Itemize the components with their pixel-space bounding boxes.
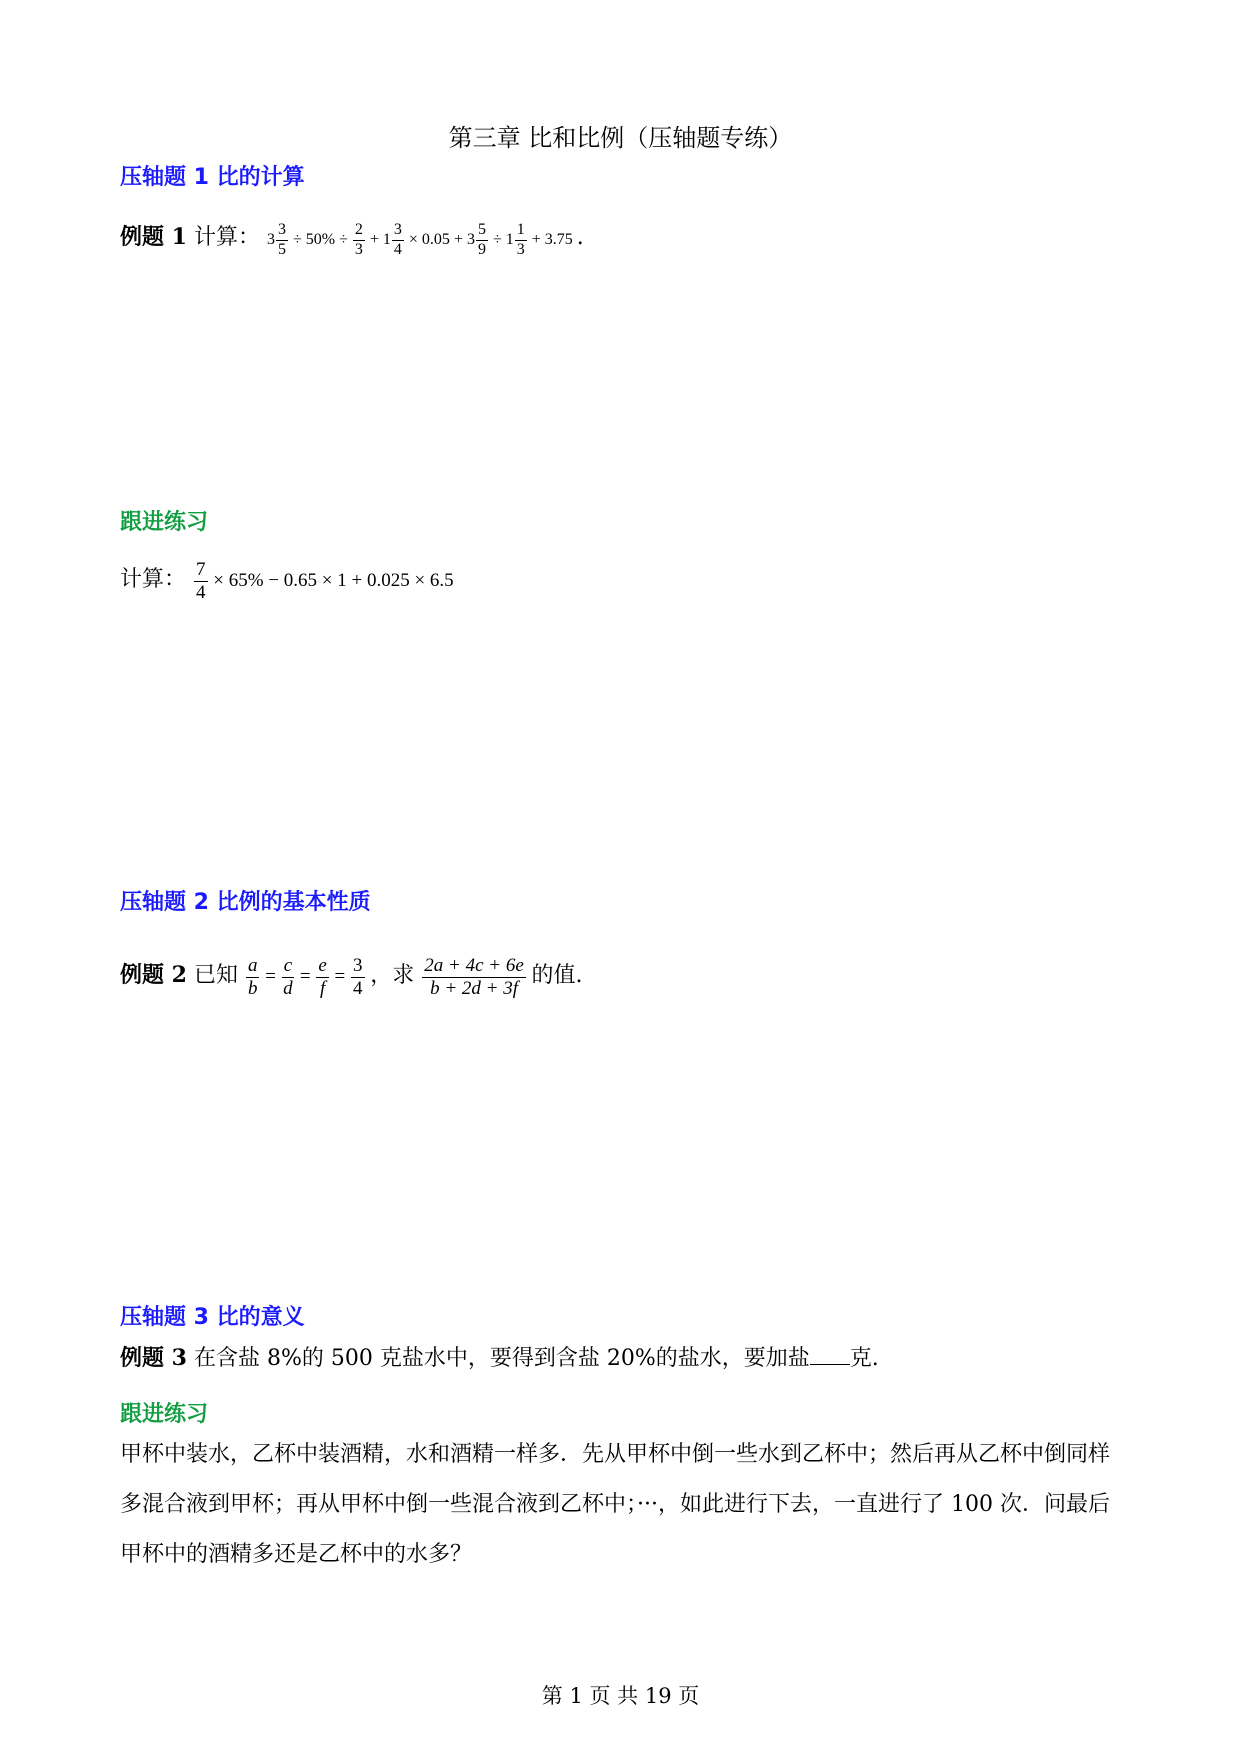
expr-operator: ÷ 50% ÷: [292, 231, 348, 248]
example-3-text: 在含盐 8%的 500 克盐水中，要得到含盐 20%的盐水，要加盐: [193, 1346, 810, 1371]
page-title: 第三章 比和比例（压轴题专练）: [448, 124, 793, 152]
example-2-ratios: $\frac{a}{b}$ = $\frac{c}{d}$ = $\frac{e}{f}$ = $\frac{3}{4}$: [247, 955, 363, 1000]
example-1-label: 例题 1: [120, 224, 187, 250]
example-2-end: 的值.: [531, 963, 583, 988]
follow-up-3-text: 甲杯中装水，乙杯中装酒精，水和酒精一样多．先从甲杯中倒一些水到乙杯中；然后再从乙杯中倒同样多混合液到甲杯；再从甲杯中倒一些混合液到乙杯中；···，如此进行下去，一直进行了 100 次．问最后甲杯中的酒精多还是乙杯中的水多？: [120, 1442, 1111, 1567]
fraction: $\frac{3}{5}$: [277, 221, 286, 258]
expr-whole: 3: [266, 231, 275, 248]
example-2-label: 例题 2: [120, 962, 187, 988]
answer-blank: [810, 1346, 850, 1365]
follow-up-1-expression: [193, 559, 454, 604]
follow-up-1-prompt: 计算：: [120, 567, 187, 592]
expr-operator: + 3.75: [531, 231, 573, 248]
fraction: $\frac{c}{d}$: [283, 955, 293, 1000]
example-2: [120, 950, 583, 1002]
fraction: $\frac{2}{3}$: [354, 221, 363, 258]
fraction: $\frac{2a + 4c + 6e}{b + 2d + 3f}$: [424, 955, 524, 1000]
example-1-expression: [266, 221, 577, 258]
expr-operator: × 0.05 + 3: [408, 231, 475, 248]
example-2-target: [421, 955, 531, 1000]
expr-rest: × 65% − 0.65 × 1 + 0.025 × 6.5: [213, 570, 454, 591]
expr-operator: + 1: [369, 231, 391, 248]
example-3-end: 克.: [849, 1346, 879, 1371]
follow-up-heading-3: 跟进练习: [120, 1402, 209, 1427]
fraction: $\frac{a}{b}$: [247, 955, 258, 1000]
fraction: $\frac{3}{4}$: [393, 221, 402, 258]
example-2-prompt: 已知: [193, 963, 238, 988]
follow-up-heading-1: 跟进练习: [120, 510, 209, 535]
section-heading-1: 压轴题 1 比的计算: [120, 165, 305, 190]
fraction: $\frac{1}{3}$: [516, 221, 525, 258]
section-heading-3: 压轴题 3 比的意义: [120, 1305, 305, 1330]
section-heading-2: 压轴题 2 比例的基本性质: [120, 890, 371, 915]
example-3: [120, 1333, 879, 1384]
fraction: $\frac{e}{f}$: [318, 955, 327, 1000]
follow-up-1: [120, 555, 454, 606]
page-footer: 第 1 页 共 19 页: [541, 1684, 700, 1708]
fraction: $\frac{5}{9}$: [477, 221, 486, 258]
fraction: $\frac{7}{4}$: [196, 559, 206, 604]
expr-operator: ÷ 1: [492, 231, 514, 248]
sentence-end: .: [576, 225, 584, 250]
example-1-prompt: 计算：: [193, 225, 260, 250]
fraction: $\frac{3}{4}$: [353, 955, 363, 1000]
example-1: [120, 212, 584, 265]
example-2-mid: ，求: [370, 963, 415, 988]
example-3-label: 例题 3: [120, 1345, 187, 1371]
